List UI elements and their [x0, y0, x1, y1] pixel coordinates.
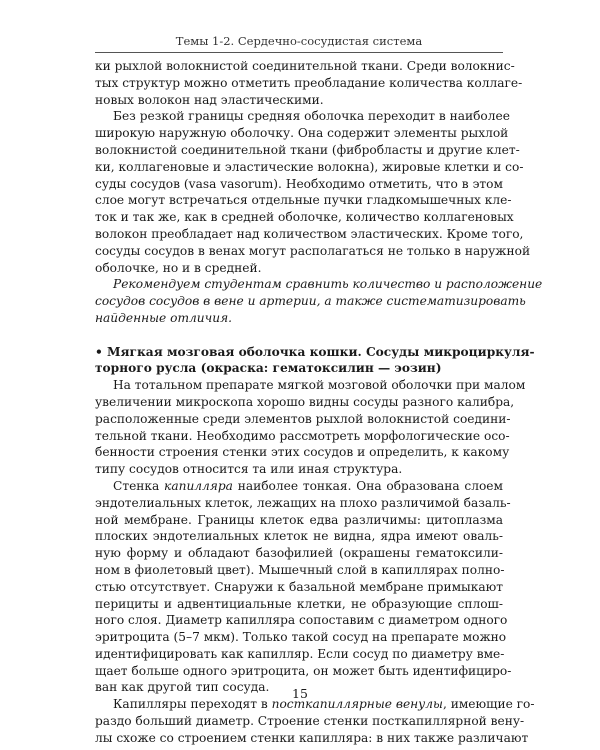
text-line: тых структур можно отметить преобладание количества коллаге- — [95, 75, 523, 90]
text-line: сосуды сосудов в венах могут располагаться не только в наружной — [95, 243, 531, 258]
text-line: ном в фиолетовый цвет). Мышечный слой в капиллярах полно- — [95, 562, 505, 577]
text-line: ки, коллагеновые и эластические волокна), жировые клетки и со- — [95, 159, 524, 174]
text-line: идентифицировать как капилляр. Если сосуд по диаметру вме- — [95, 646, 505, 661]
text-line: торного русла (окраска: гематоксилин — эозин) — [95, 361, 442, 376]
text-line: увеличении микроскопа хорошо видны сосуды разного калибра, — [95, 394, 515, 409]
text-line: суды сосудов (vasa vasorum). Необходимо отметить, что в этом — [95, 176, 503, 191]
text-line: Рекомендуем студентам сравнить количество и расположение — [113, 277, 543, 292]
text-line: ки рыхлой волокнистой соединительной ткани. Среди волокнис- — [95, 59, 515, 73]
text-line: На тотальном препарате мягкой мозговой оболочки при малом — [113, 378, 526, 393]
text-line: Без резкой границы средняя оболочка переходит в наиболее — [113, 109, 510, 124]
text-line: лы схоже со строением стенки капилляра: в них также различают — [95, 730, 529, 745]
text-line: эритроцита (5–7 мкм). Только такой сосуд на препарате можно — [95, 630, 507, 645]
text-line: бенности строения стенки этих сосудов и определить, к какому — [95, 445, 510, 460]
text-line: типу сосудов относится та или иная структура. — [95, 462, 403, 477]
text-line: слое могут встречаться отдельные пучки гладкомышечных кле- — [95, 193, 512, 208]
text-line: щает больше одного эритроцита, он может быть идентифициро- — [95, 663, 512, 678]
text-line: стью отсутствует. Снаружи к базальной мембране примыкают — [95, 579, 503, 594]
text-line: ной мембране. Границы клеток едва различимы: цитоплазма — [95, 512, 503, 527]
text-line: Капилляры переходят в посткапиллярные венулы, имеющие го- — [113, 697, 535, 712]
text-line: сосудов сосудов в вене и артерии, а также систематизировать — [95, 294, 526, 309]
text-line: тельной ткани. Необходимо рассмотреть морфологические осо- — [95, 428, 510, 443]
text-line: волокнистой соединительной ткани (фибробласты и другие клет- — [95, 142, 520, 157]
text-line: ток и так же, как в средней оболочке, количество коллагеновых — [95, 210, 514, 225]
text-line: найденные отличия. — [95, 310, 233, 325]
body-text — [95, 58, 543, 747]
text-line: расположенные среди элементов рыхлой волокнистой соедини- — [95, 411, 511, 426]
header-rule — [95, 52, 503, 53]
text-line: волокон преобладает над количеством эластических. Кроме того, — [95, 226, 524, 241]
text-line: ного слоя. Диаметр капилляра сопоставим с диаметром одного — [95, 613, 508, 628]
text-line: эндотелиальных клеток, лежащих на плохо различимой базаль- — [95, 495, 511, 510]
text-line: Стенка капилляра наиболее тонкая. Она образована слоем — [113, 478, 503, 493]
text-line: широкую наружную оболочку. Она содержит элементы рыхлой — [95, 126, 509, 141]
text-line: • Мягкая мозговая оболочка кошки. Сосуды микроциркуля- — [95, 344, 535, 359]
paragraph-gap — [95, 327, 503, 344]
page-number: 15 — [292, 686, 308, 701]
text-line: ную форму и обладают базофилией (окрашены гематоксили- — [95, 546, 503, 561]
text-line: раздо больший диаметр. Строение стенки посткапиллярной вену- — [95, 714, 525, 729]
text-line: оболочке, но и в средней. — [95, 260, 262, 275]
text-line: новых волокон над эластическими. — [95, 92, 324, 107]
text-line: перициты и адвентициальные клетки, не образующие сплош- — [95, 596, 503, 611]
text-line: плоских эндотелиальных клеток не видна, ядра имеют оваль- — [95, 529, 503, 544]
running-title: Темы 1-2. Сердечно-сосудистая система — [175, 34, 423, 48]
text-line: ван как другой тип сосуда. — [95, 680, 270, 695]
